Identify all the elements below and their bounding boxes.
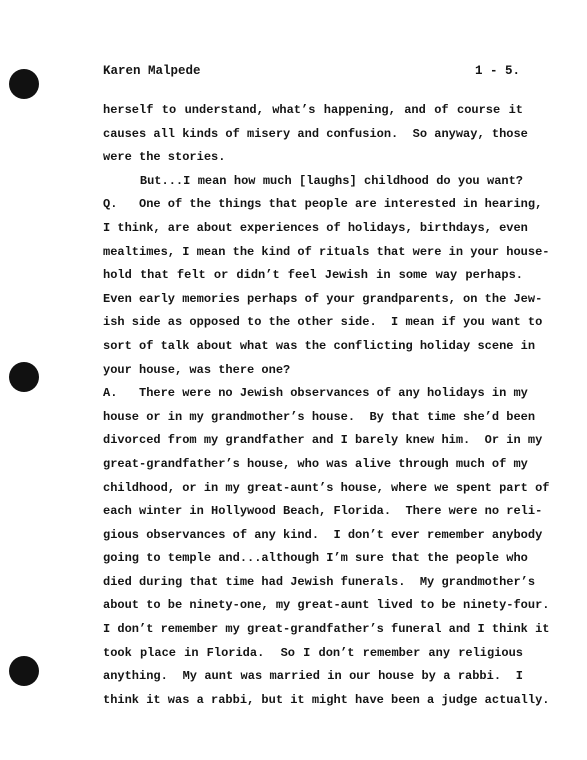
text-line: causes all kinds of misery and confusion. So anyway, those	[103, 126, 528, 141]
text-line: gious observances of any kind. I don’t ever remember anybody	[103, 527, 543, 542]
text-line: your house, was there one?	[103, 362, 291, 377]
text-line: But...I mean how much [laughs] childhood do you want?	[103, 173, 523, 188]
text-line: were the stories.	[103, 150, 226, 165]
text-line: childhood, or in my great-aunt’s house, where we spent part of	[103, 480, 550, 495]
text-line: I don’t remember my great-grandfather’s funeral and I think it	[103, 622, 550, 637]
text-line: anything. My aunt was married in our house by a rabbi. I	[103, 669, 523, 684]
binder-hole-top	[9, 69, 39, 99]
text-line: ish side as opposed to the other side. I mean if you want to	[103, 315, 543, 330]
text-line: Even early memories perhaps of your grandparents, on the Jew-	[103, 291, 543, 306]
text-line: took place in Florida. So I don’t remember any religious	[103, 645, 523, 660]
text-line: Q. One of the things that people are interested in hearing,	[103, 197, 543, 212]
binder-hole-bottom	[9, 656, 39, 686]
text-line: hold that felt or didn’t feel Jewish in some way perhaps.	[103, 268, 523, 283]
text-line: each winter in Hollywood Beach, Florida. There were no reli-	[103, 504, 543, 519]
text-line: sort of talk about what was the conflicting holiday scene in	[103, 338, 536, 353]
page-header	[103, 64, 520, 82]
page-number: 1 - 5.	[474, 64, 520, 78]
text-line: about to be ninety-one, my great-aunt lived to be ninety-four.	[103, 598, 550, 613]
text-line: think it was a rabbi, but it might have been a judge actually.	[103, 692, 550, 707]
text-line: mealtimes, I mean the kind of rituals that were in your house-	[103, 244, 550, 259]
text-line: I think, are about experiences of holidays, birthdays, even	[103, 220, 528, 235]
text-line: A. There were no Jewish observances of any holidays in my	[103, 386, 528, 401]
text-line: herself to understand, what’s happening, and of course it	[103, 103, 523, 117]
text-line: going to temple and...although I’m sure that the people who	[103, 551, 528, 566]
binder-hole-middle	[9, 362, 39, 392]
text-line: divorced from my grandfather and I barely knew him. Or in my	[103, 433, 543, 448]
text-line: house or in my grandmother’s house. By that time she’d been	[103, 409, 536, 424]
text-line: great-grandfather’s house, who was alive through much of my	[103, 456, 528, 471]
transcript-body	[103, 99, 550, 712]
text-line: died during that time had Jewish funerals. My grandmother’s	[103, 574, 536, 589]
interviewee-name: Karen Malpede	[103, 64, 201, 78]
